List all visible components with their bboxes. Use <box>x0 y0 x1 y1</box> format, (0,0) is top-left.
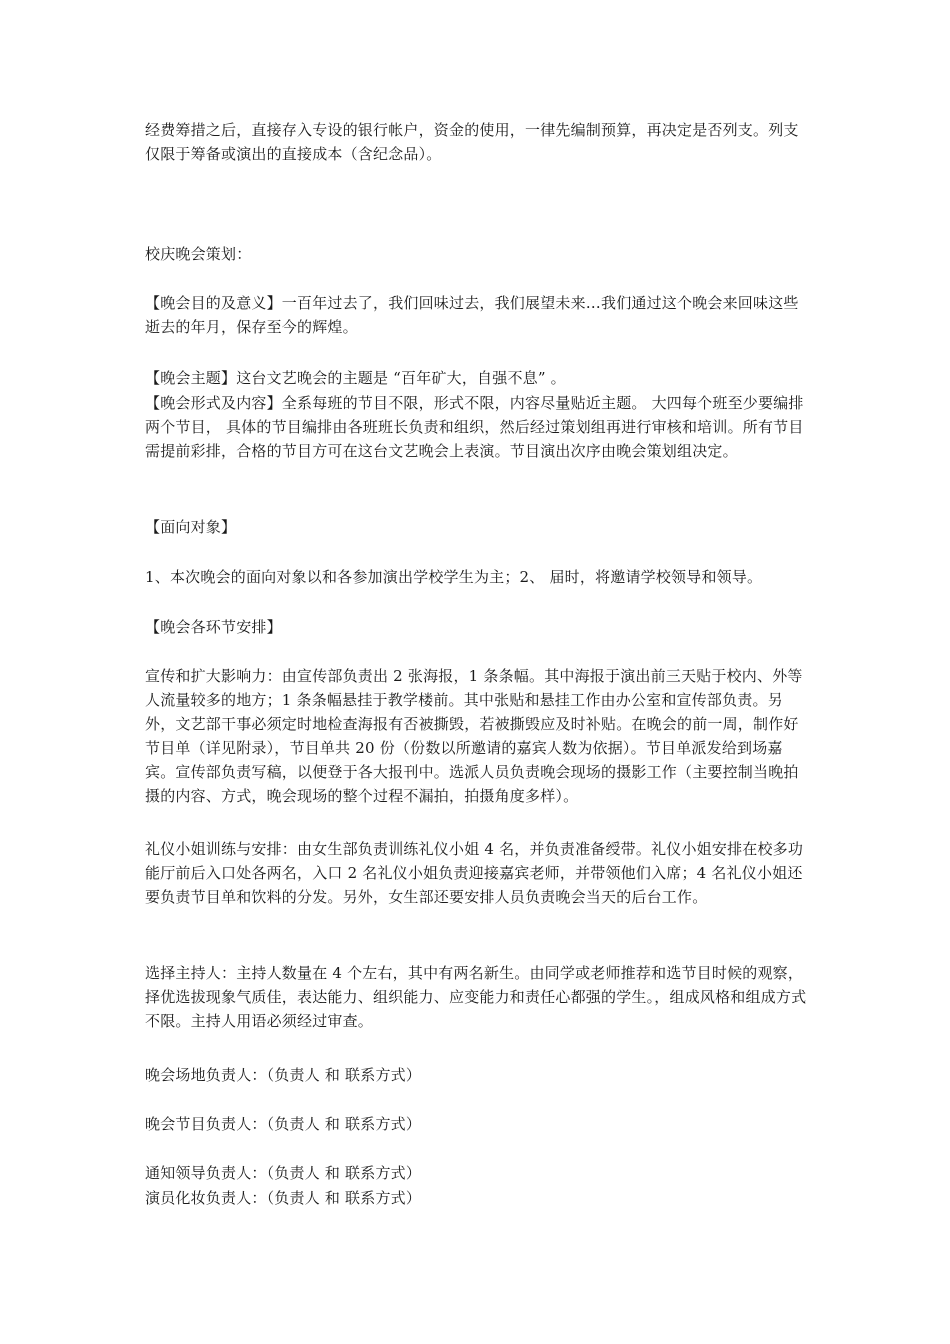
paragraph-purpose: 【晚会目的及意义】一百年过去了，我们回味过去，我们展望未来…我们通过这个晚会来回味这些逝去的年月，保存至今的辉煌。 <box>145 294 799 336</box>
paragraph-program-contact: 晚会节目负责人：（负责人 和 联系方式） <box>145 1115 422 1133</box>
paragraph-makeup-contact: 演员化妆负责人：（负责人 和 联系方式） <box>145 1189 422 1207</box>
heading-arrangements: 【晚会各环节安排】 <box>145 618 282 636</box>
paragraph-host: 选择主持人：主持人数量在 4 个左右，其中有两名新生。由同学或老师推荐和选节目时候的观察，择优选拔现象气质佳，表达能力、组织能力、应变能力和责任心都强的学生。，组成风格和组成方式不限。主持人用语必须经过审查。 <box>145 964 807 1030</box>
paragraph-funding: 经费筹措之后，直接存入专设的银行帐户，资金的使用，一律先编制预算，再决定是否列支。列支仅限于筹备或演出的直接成本（含纪念品）。 <box>145 121 799 163</box>
paragraph-format: 【晚会形式及内容】全系每班的节目不限，形式不限，内容尽量贴近主题。 大四每个班至少要编排两个节目， 具体的节目编排由各班班长负责和组织，然后经过策划组再进行审核和培训。所有节目需提前彩排，合格的节目方可在这台文艺晚会上表演。节目演出次序由晚会策划组决定。 <box>145 394 804 460</box>
paragraph-theme: 【晚会主题】这台文艺晚会的主题是 “百年矿大，自强不息” 。 <box>145 369 566 387</box>
paragraph-etiquette: 礼仪小姐训练与安排：由女生部负责训练礼仪小姐 4 名，并负责准备绶带。礼仪小姐安排在校多功能厅前后入口处各两名，入口 2 名礼仪小姐负责迎接嘉宾老师，并带领他们入席；4 名礼仪小姐还要负责节目单和饮料的分发。另外，女生部还要安排人员负责晚会当天的后台工作。 <box>145 840 804 906</box>
paragraph-venue-contact: 晚会场地负责人：（负责人 和 联系方式） <box>145 1066 422 1084</box>
paragraph-audience: 1、本次晚会的面向对象以和各参加演出学校学生为主；2、 届时，将邀请学校领导和领导。 <box>145 568 763 586</box>
paragraph-publicity: 宣传和扩大影响力：由宣传部负责出 2 张海报，1 条条幅。其中海报于演出前三天贴于校内、外等人流量较多的地方；1 条条幅悬挂于教学楼前。其中张贴和悬挂工作由办公室和宣传部负责。另外，文艺部干事必须定时地检查海报有否被撕毁，若被撕毁应及时补贴。在晚会的前一周，制作好节目单（详见附录），节目单共 20 份（份数以所邀请的嘉宾人数为依据）。节目单派发给到场嘉宾。宣传部负责写稿，以便登于各大报刊中。选派人员负责晚会现场的摄影工作（主要控制当晚拍摄的内容、方式，晚会现场的整个过程不漏拍，拍摄角度多样）。 <box>145 667 803 805</box>
paragraph-leader-contact: 通知领导负责人：（负责人 和 联系方式） <box>145 1164 422 1182</box>
paragraph-planning-title: 校庆晚会策划： <box>145 245 252 263</box>
heading-audience: 【面向对象】 <box>145 518 237 536</box>
